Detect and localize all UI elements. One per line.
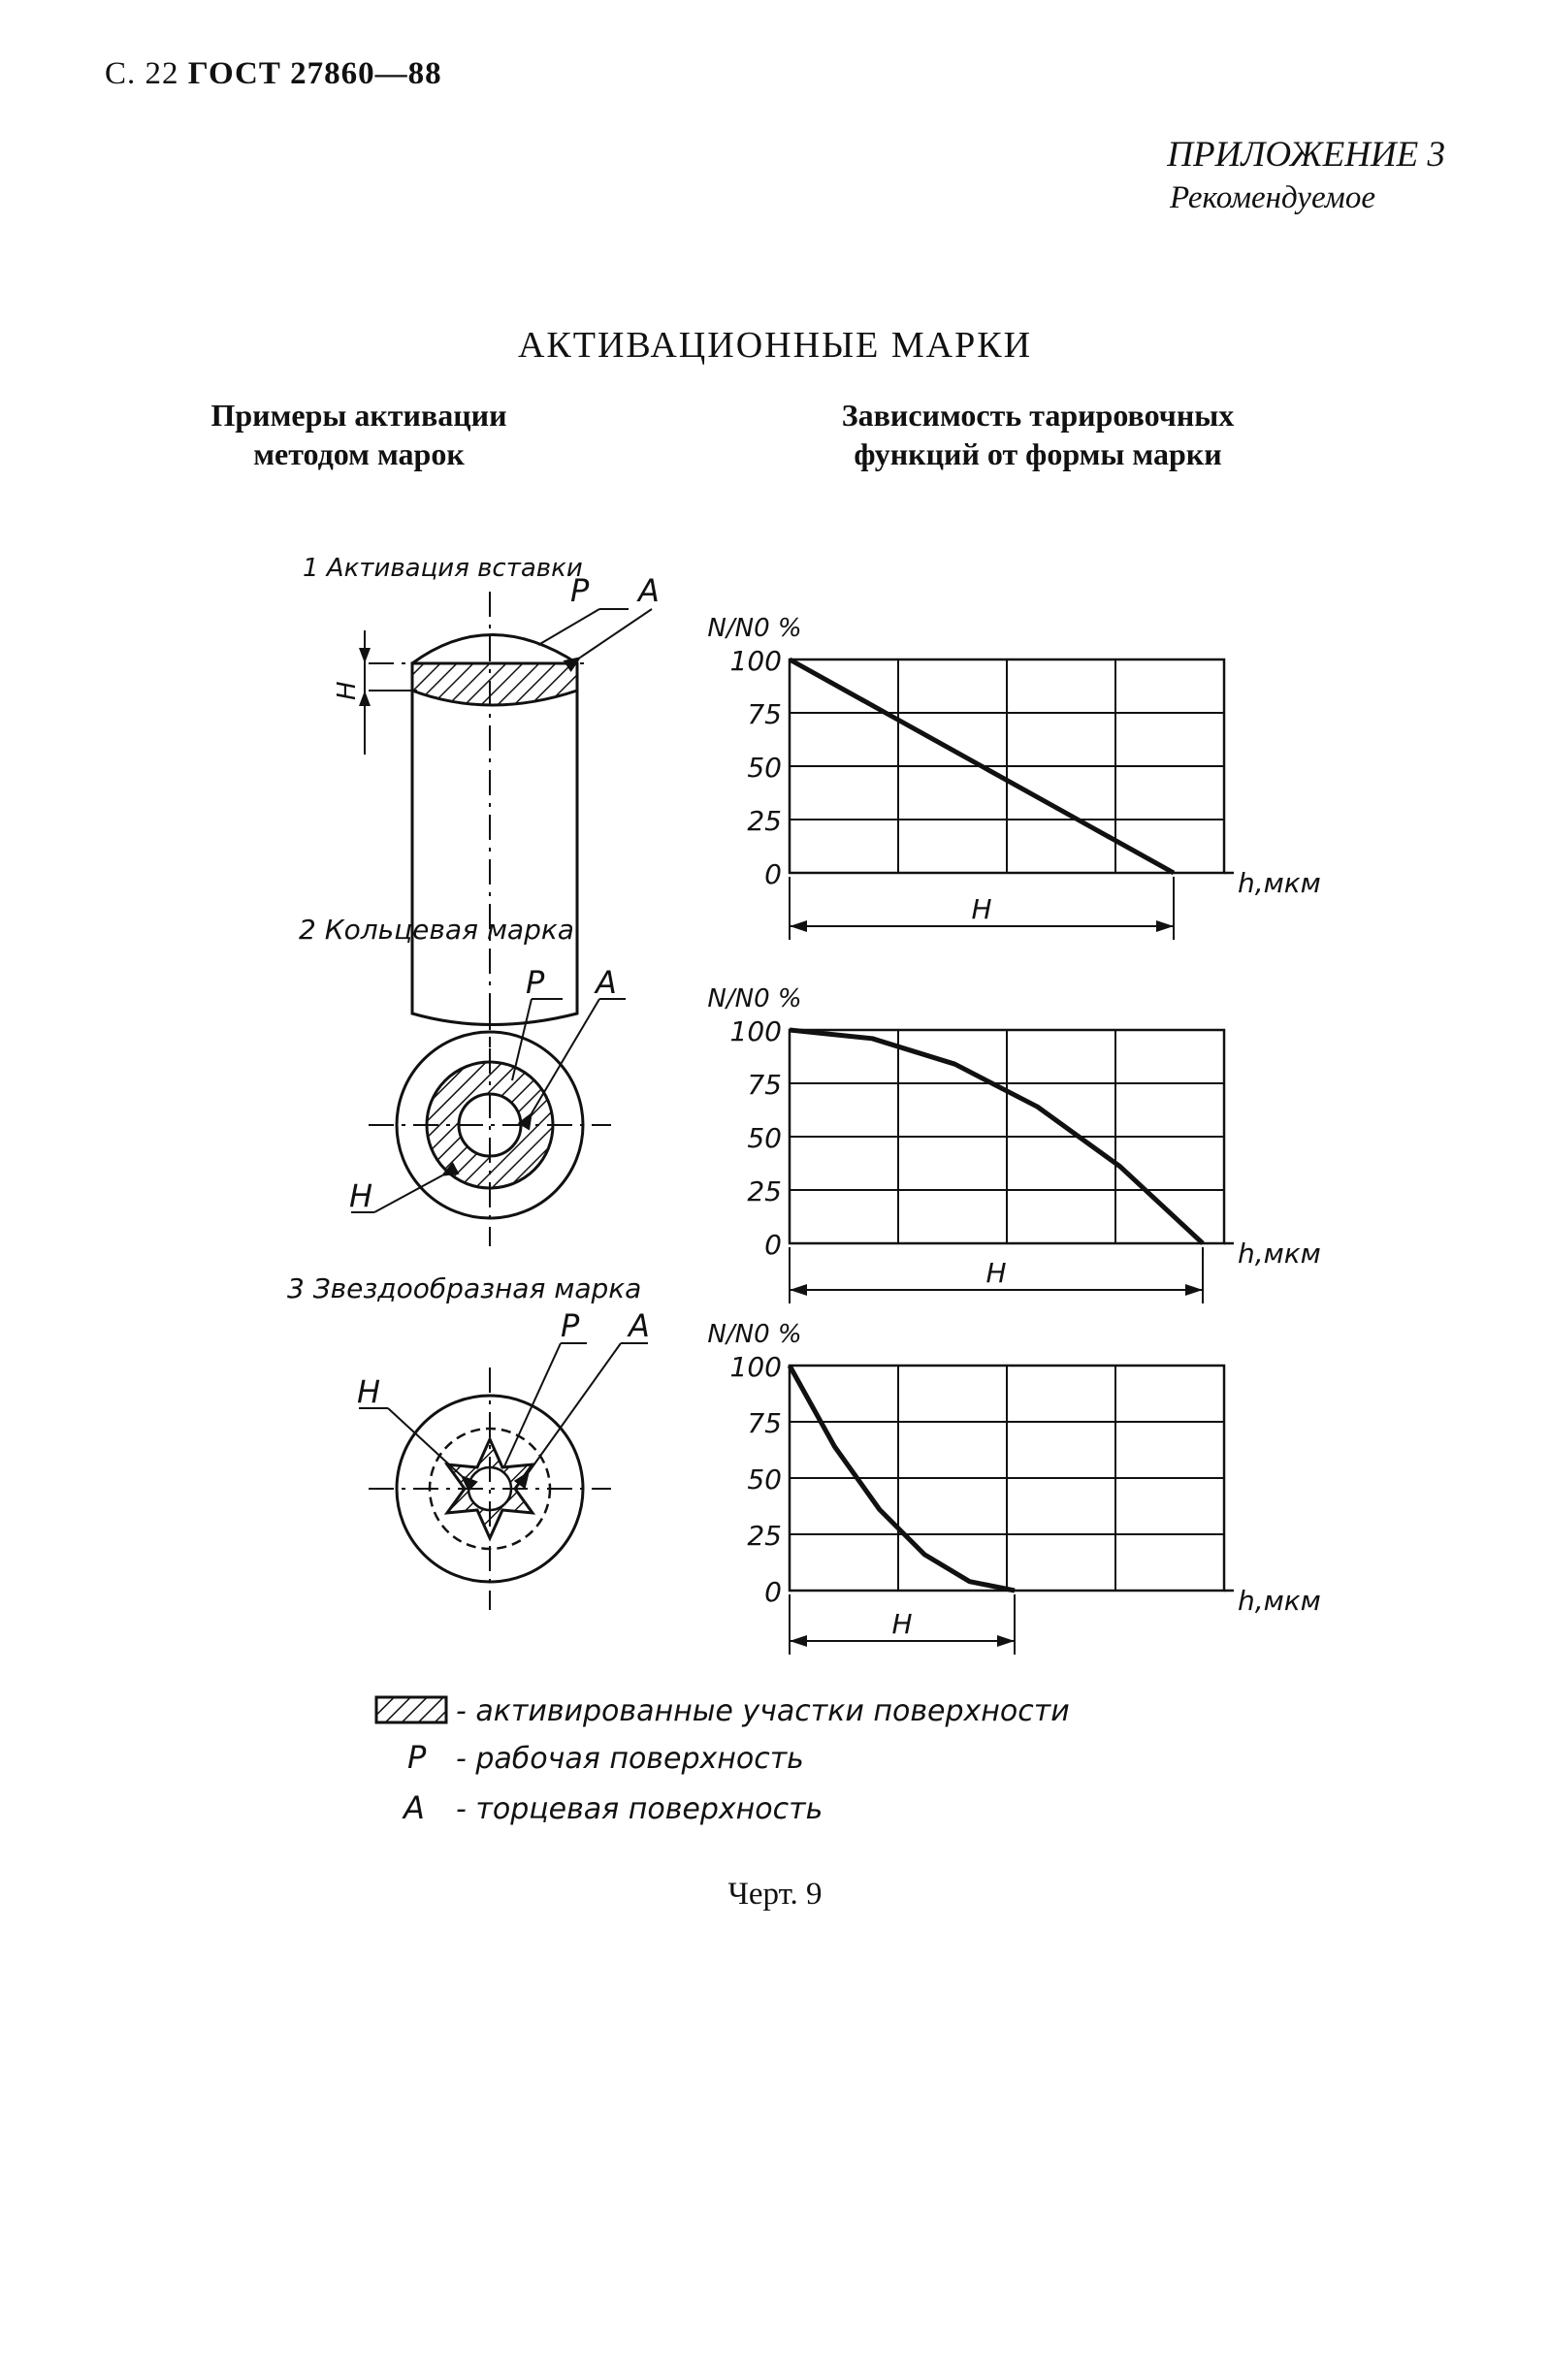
legend-symbol-a: A: [404, 1789, 425, 1826]
example-2-a-label: A: [596, 964, 617, 1001]
chart-2: [707, 984, 1320, 1303]
example-2-p-label: P: [526, 964, 545, 1001]
y-tick-label: 25: [747, 1520, 782, 1552]
chart-1: [707, 614, 1320, 940]
appendix-title: ПРИЛОЖЕНИЕ 3: [1167, 135, 1445, 175]
dimension-label: H: [985, 1257, 1007, 1289]
legend-symbol-p: P: [407, 1739, 427, 1776]
example-3-label: 3 Звездообразная марка: [287, 1272, 642, 1304]
example-3-p-label: P: [561, 1307, 580, 1344]
dimension-arrow-right: [1185, 1284, 1203, 1296]
appendix-status: Рекомендуемое: [1169, 180, 1375, 215]
document-title: АКТИВАЦИОННЫЕ МАРКИ: [517, 325, 1033, 366]
legend-item-a: - торцевая поверхность: [456, 1792, 823, 1826]
y-tick-label: 0: [764, 1576, 782, 1608]
dimension-label: H: [891, 1608, 913, 1640]
legend-item-hatch: - активированные участки поверхности: [456, 1694, 1070, 1728]
dimension-arrow-left: [790, 1635, 807, 1647]
y-tick-label: 75: [747, 1407, 782, 1439]
y-tick-label: 0: [764, 1229, 782, 1261]
standard-number: ГОСТ 27860—88: [187, 56, 442, 91]
left-column-title: Примеры активации методом марок: [210, 398, 507, 471]
page-label: С. 22: [105, 56, 179, 91]
example-2-h-label: H: [349, 1177, 373, 1214]
y-tick-label: 100: [729, 645, 782, 677]
y-axis-label: N/N0 %: [707, 614, 802, 643]
dimension-label: H: [971, 893, 992, 925]
y-tick-label: 25: [747, 805, 782, 837]
x-axis-label: h,мкм: [1238, 1238, 1321, 1270]
right-column-title: Зависимость тарировочных функций от формы марки: [841, 398, 1235, 471]
y-tick-label: 100: [729, 1015, 782, 1047]
figure-caption: Черт. 9: [727, 1877, 823, 1912]
y-tick-label: 50: [747, 1122, 782, 1154]
example-2-label: 2 Кольцевая марка: [299, 914, 574, 946]
example-3-h-label: H: [357, 1373, 381, 1410]
y-tick-label: 100: [729, 1351, 782, 1383]
y-axis-label: N/N0 %: [707, 1320, 802, 1349]
example-3-figure: [287, 1272, 650, 1610]
example-3-a-label: A: [629, 1307, 650, 1344]
dimension-arrow-right: [1156, 920, 1174, 932]
y-tick-label: 75: [747, 698, 782, 730]
y-tick-label: 75: [747, 1069, 782, 1101]
dimension-arrow-left: [790, 920, 807, 932]
y-tick-label: 50: [747, 1463, 782, 1496]
chart-3: [707, 1320, 1320, 1655]
example-1-h-label: H: [333, 681, 362, 700]
example-1-a-label: A: [638, 572, 660, 609]
example-1-label: 1 Активация вставки: [303, 554, 583, 583]
example-1-p-label: P: [570, 572, 590, 609]
calibration-charts: [707, 614, 1320, 1655]
dimension-arrow-left: [790, 1284, 807, 1296]
y-tick-label: 0: [764, 858, 782, 890]
x-axis-label: h,мкм: [1238, 1585, 1321, 1617]
legend-hatch-swatch: [376, 1697, 446, 1722]
dimension-arrow-right: [997, 1635, 1015, 1647]
legend: [376, 1694, 1070, 1826]
y-axis-label: N/N0 %: [707, 984, 802, 1013]
legend-item-p: - рабочая поверхность: [456, 1742, 804, 1776]
y-tick-label: 50: [747, 752, 782, 784]
x-axis-label: h,мкм: [1238, 867, 1321, 899]
y-tick-label: 25: [747, 1175, 782, 1207]
